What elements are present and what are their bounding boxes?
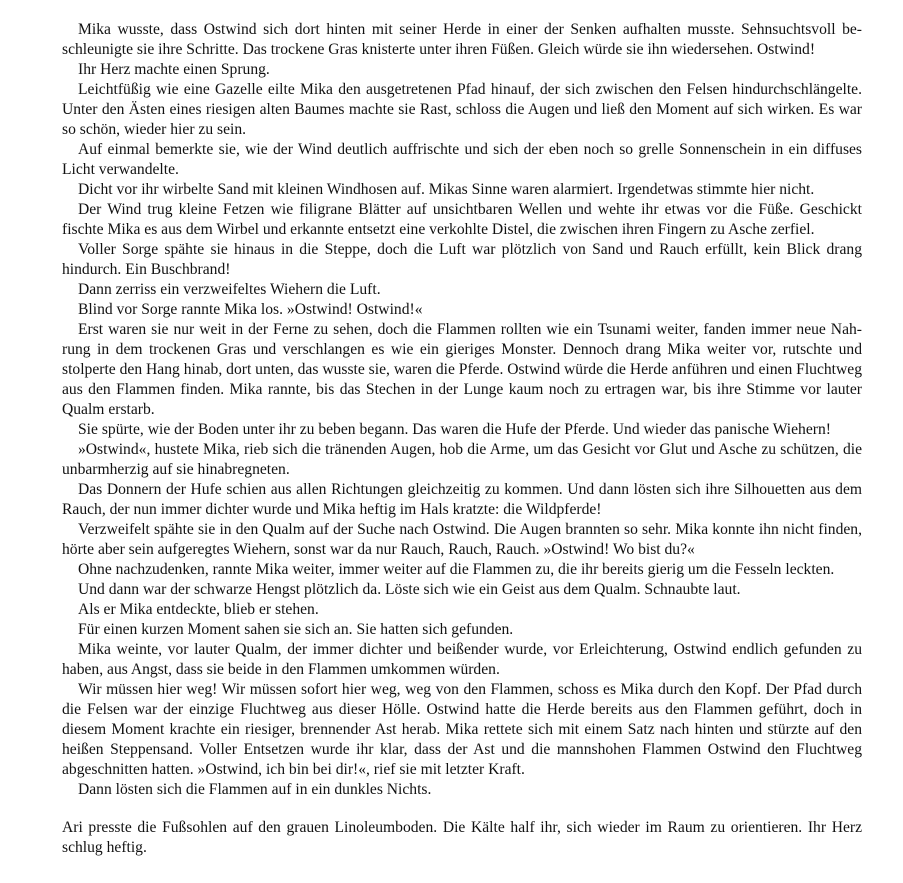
paragraph-5: Dicht vor ihr wirbelte Sand mit kleinen Windhosen auf. Mikas Sinne waren alarmiert. Irgendetwas stimmte hier nicht. [78,181,815,198]
paragraph-after-break: Ari presste die Fußsohlen auf den grauen Linoleumboden. Die Kälte half ihr, sich wieder im Raum zu orientieren. Ihr Herz schlug heftig. [62,819,862,856]
paragraph-15: Ohne nachzudenken, rannte Mika weiter, immer weiter auf die Flammen zu, die ihr bereits gierig um die Fesseln leckten. [78,561,835,578]
paragraph-21: Dann lösten sich die Flammen auf in ein dunkles Nichts. [78,781,432,798]
paragraph-2: Ihr Herz machte einen Sprung. [78,61,270,78]
paragraph-13: Das Donnern der Hufe schien aus allen Richtungen gleichzeitig zu kommen. Und dann lösten sich ihre Silhouetten aus dem Rauch, der nun immer dichter wurde und Mika heftig im Hals kratzte: die Wildpferde! [62,481,862,518]
paragraph-10: Erst waren sie nur weit in der Ferne zu sehen, doch die Flammen rollten wie ein Tsunami weiter, fanden immer neue Nahrung in dem trockenen Gras und verschlangen es wie ein gieriges Monster. Dennoch drang Mika weiter vor, rutschte und stolperte den Hang hinab, dort unten, das wusste sie, waren die Pferde. Ostwind würde die Herde anführen und einen Fluchtweg aus den Flammen finden. Mika rannte, bis das Stechen in der Lunge kaum noch zu ertragen war, bis ihre Stimme vor lauter Qualm erstarb. [62,321,862,418]
paragraph-9: Blind vor Sorge rannte Mika los. »Ostwind! Ostwind!« [78,301,423,318]
document-page [62,20,862,858]
paragraph-7: Voller Sorge spähte sie hinaus in die Steppe, doch die Luft war plötzlich von Sand und Rauch erfüllt, kein Blick drang hindurch. Ein Buschbrand! [62,241,862,278]
paragraph-20: Wir müssen hier weg! Wir müssen sofort hier weg, weg von den Flammen, schoss es Mika durch den Kopf. Der Pfad durch die Felsen war der einzige Fluchtweg aus dieser Hölle. Ostwind hatte die Herde bereits aus den Flammen geführt, doch in diesem Moment krachte ein riesiger, brennender Ast herab. Mika rettete sich mit einem Satz nach hinten und stürzte auf den heißen Steppensand. Voller Entsetzen wurde ihr klar, dass der Ast und die mannshohen Flammen Ostwind den Fluchtweg abgeschnitten hatten. »Ostwind, ich bin bei dir!«, rief sie mit letzter Kraft. [62,681,862,778]
paragraph-6: Der Wind trug kleine Fetzen wie filigrane Blätter auf unsichtbaren Wellen und wehte ihr etwas vor die Füße. Geschickt fischte Mika es aus dem Wirbel und erkannte entsetzt eine verkohlte Distel, die zwischen ihren Fingern zu Asche zerfiel. [62,201,862,238]
paragraph-1: Mika wusste, dass Ostwind sich dort hinten mit seiner Herde in einer der Senken aufhalten musste. Sehnsuchtsvoll beschleunigte sie ihre Schritte. Das trockene Gras knisterte unter ihren Füßen. Gleich würde sie ihn wiedersehen. Ostwind! [62,21,862,58]
paragraph-19: Mika weinte, vor lauter Qualm, der immer dichter und beißender wurde, vor Erleichterung, Ostwind endlich gefunden zu haben, aus Angst, dass sie beide in den Flammen umkommen würden. [62,641,862,678]
paragraph-16: Und dann war der schwarze Hengst plötzlich da. Löste sich wie ein Geist aus dem Qualm. Schnaubte laut. [78,581,741,598]
section-break [62,800,862,818]
paragraph-4: Auf einmal bemerkte sie, wie der Wind deutlich auffrischte und sich der eben noch so grelle Sonnenschein in ein diffuses Licht verwandelte. [62,141,862,178]
paragraph-18: Für einen kurzen Moment sahen sie sich an. Sie hatten sich gefunden. [78,621,514,638]
paragraph-14: Verzweifelt spähte sie in den Qualm auf der Suche nach Ostwind. Die Augen brannten so sehr. Mika konnte ihn nicht finden, hörte aber sein aufgeregtes Wiehern, sonst war da nur Rauch, Rauch, Rauch. »Ostwind! Wo bist du?« [62,521,862,558]
paragraph-11: Sie spürte, wie der Boden unter ihr zu beben begann. Das waren die Hufe der Pferde. Und wieder das panische Wiehern! [78,421,831,438]
paragraph-8: Dann zerriss ein verzweifeltes Wiehern die Luft. [78,281,381,298]
paragraph-17: Als er Mika entdeckte, blieb er stehen. [78,601,319,618]
paragraph-12: »Ostwind«, hustete Mika, rieb sich die tränenden Augen, hob die Arme, um das Gesicht vor Glut und Asche zu schützen, die unbarmherzig auf sie hinabregneten. [62,441,862,478]
paragraph-3: Leichtfüßig wie eine Gazelle eilte Mika den ausgetretenen Pfad hinauf, der sich zwischen den Felsen hindurchschlängelte. Unter den Ästen eines riesigen alten Baumes machte sie Rast, schloss die Augen und ließ den Moment auf sich wirken. Es war so schön, wieder hier zu sein. [62,81,862,138]
